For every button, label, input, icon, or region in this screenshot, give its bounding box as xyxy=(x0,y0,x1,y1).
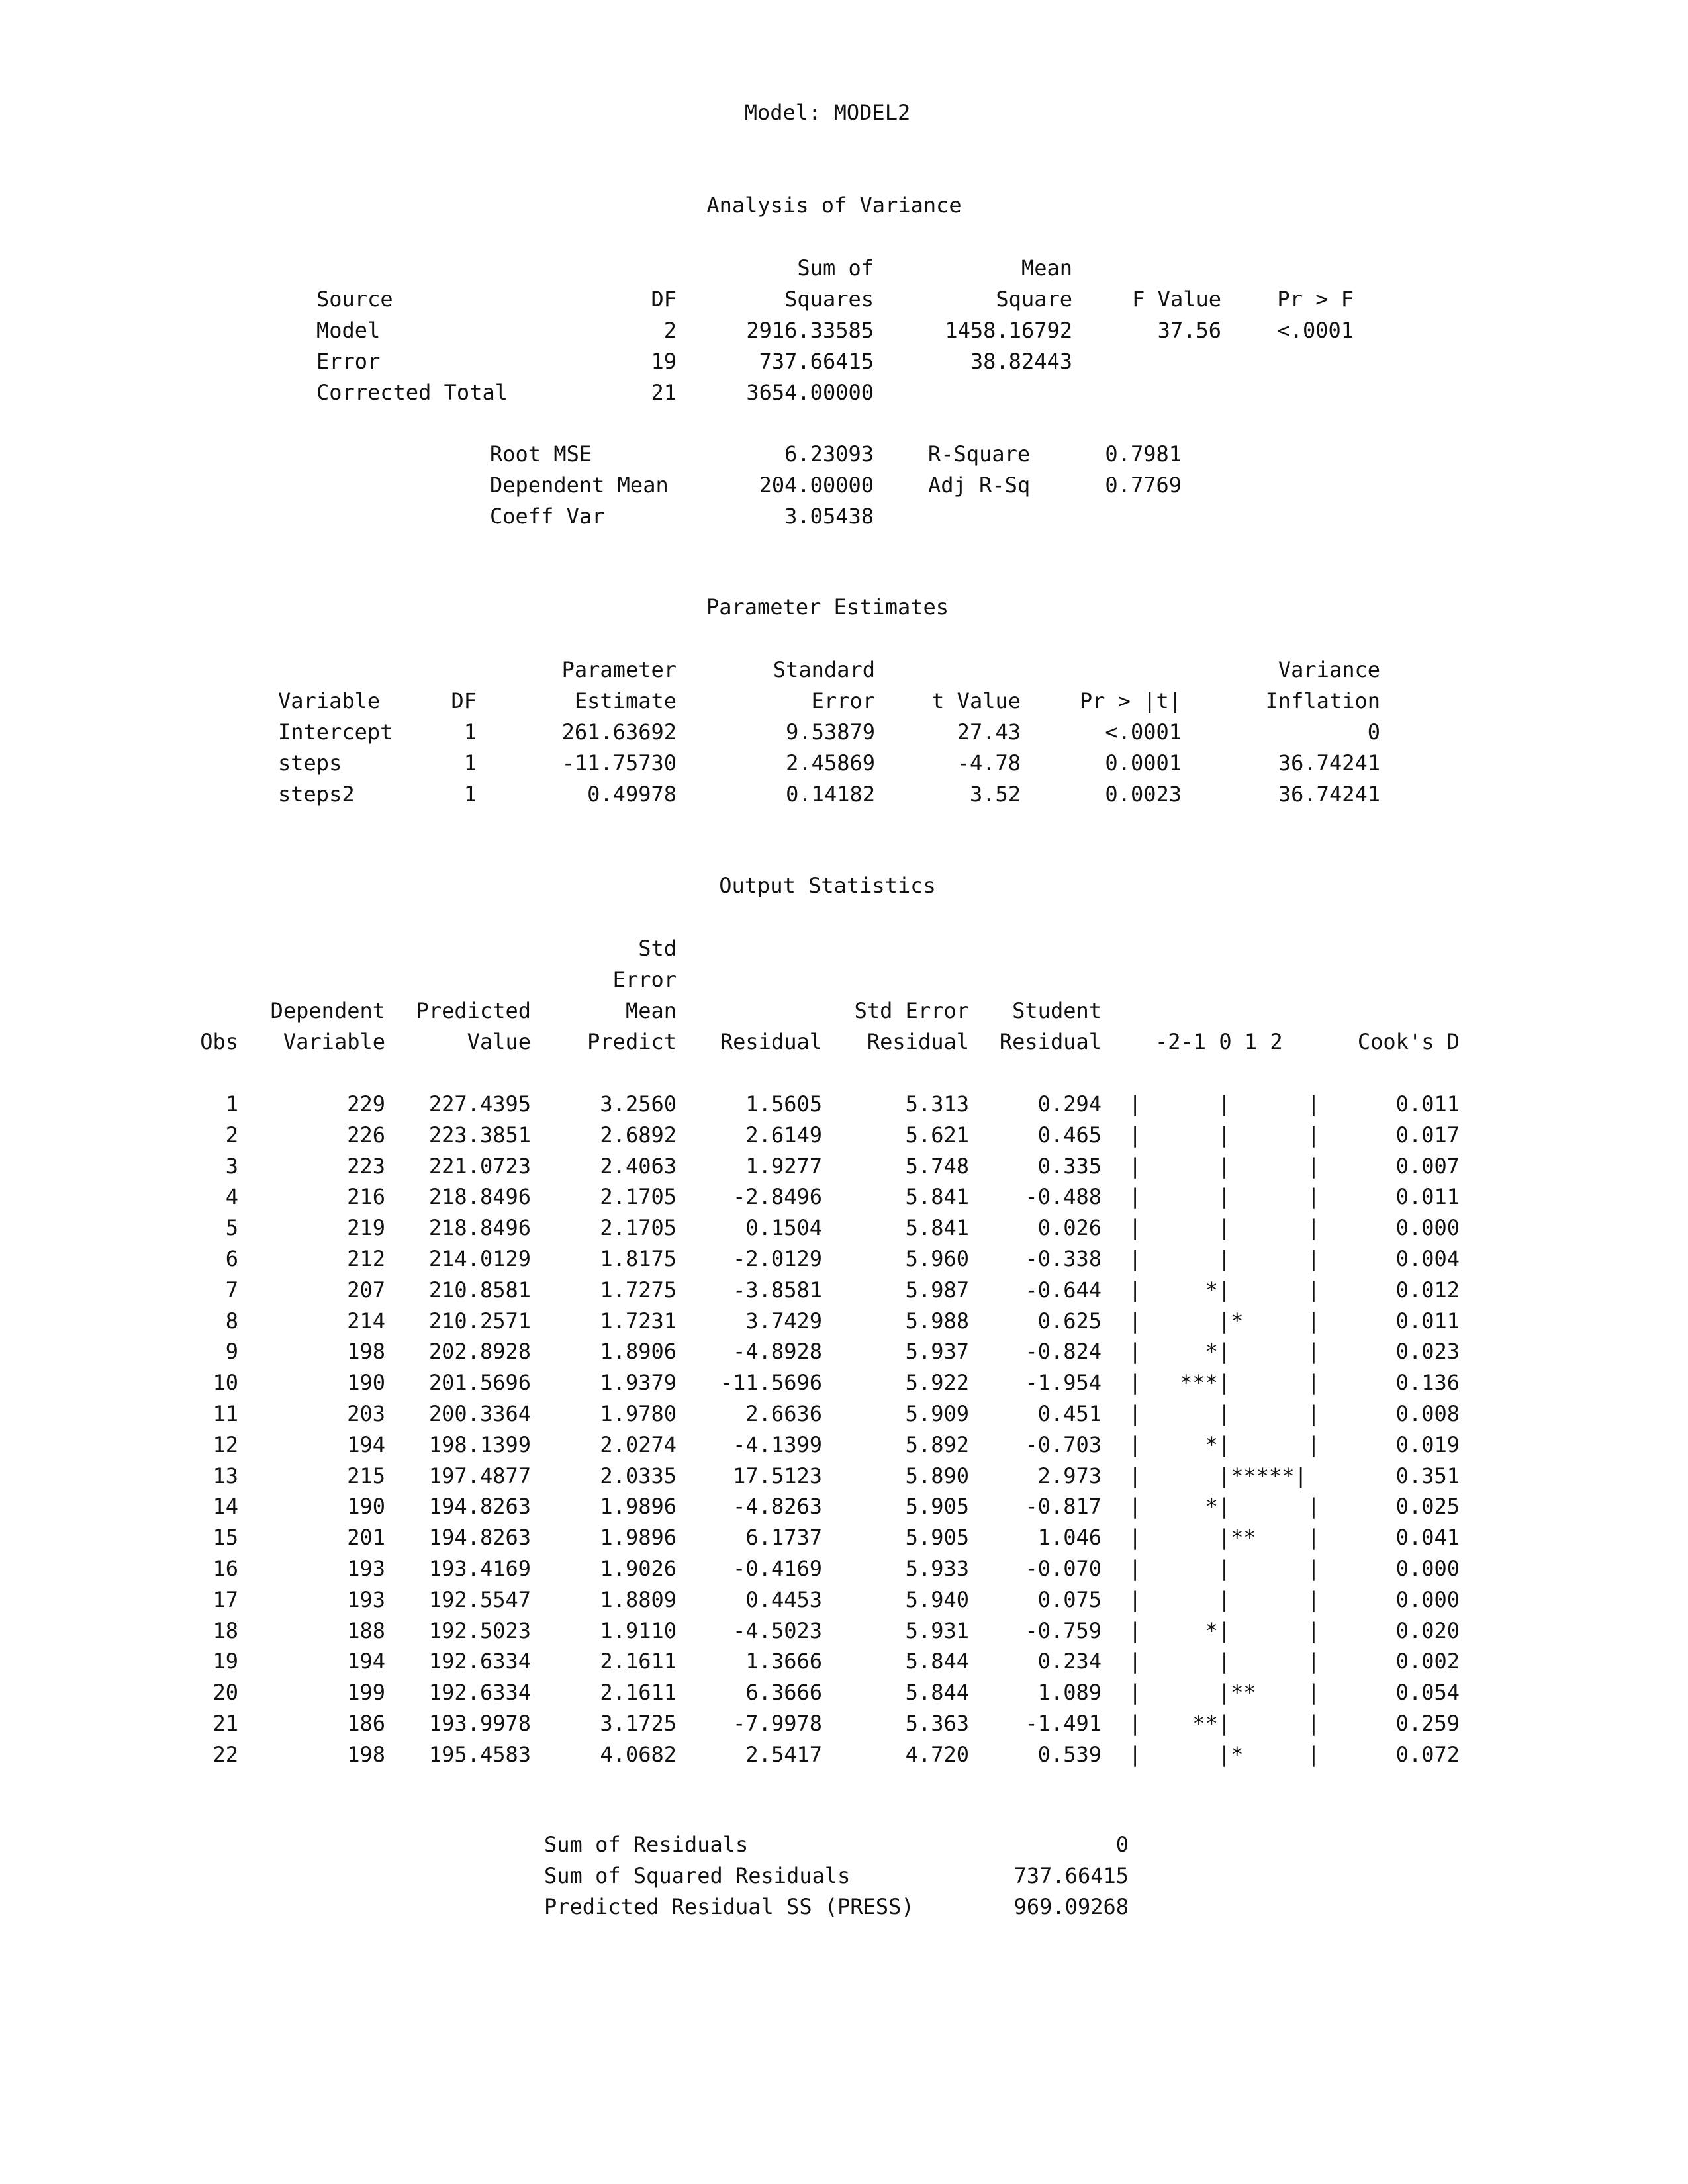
cooks-d-cell: 0.041 xyxy=(1395,1525,1460,1550)
params-header-inflation: Inflation xyxy=(1265,688,1380,713)
std-error-residual-cell: 5.940 xyxy=(905,1587,969,1612)
dependent-cell: 223 xyxy=(347,1154,385,1179)
hdr-residual: Residual xyxy=(720,1029,822,1054)
hdr-scale: -2-1 0 1 2 xyxy=(1155,1029,1283,1054)
params-header-error: Error xyxy=(811,688,875,713)
dependent-cell: 193 xyxy=(347,1556,385,1581)
anova-ss: 737.66415 xyxy=(759,349,874,374)
residual-plot-cell: | *| | xyxy=(1129,1618,1320,1643)
dependent-cell: 226 xyxy=(347,1122,385,1148)
dependent-cell: 193 xyxy=(347,1587,385,1612)
residual-plot-cell: | *| | xyxy=(1129,1432,1320,1457)
params-header-df: DF xyxy=(451,688,477,713)
std-error-residual-cell: 5.841 xyxy=(905,1184,969,1209)
residual-plot-cell: | | | xyxy=(1129,1122,1320,1148)
residual-cell: -2.8496 xyxy=(733,1184,822,1209)
student-residual-cell: -0.070 xyxy=(1025,1556,1102,1581)
std-error-residual-cell: 5.844 xyxy=(905,1680,969,1705)
std-error-mean-cell: 1.7275 xyxy=(600,1277,677,1302)
obs-cell: 20 xyxy=(212,1680,238,1705)
obs-cell: 22 xyxy=(212,1742,238,1767)
std-error-residual-cell: 5.748 xyxy=(905,1154,969,1179)
residual-plot-cell: | ***| | xyxy=(1129,1370,1320,1395)
cooks-d-cell: 0.011 xyxy=(1395,1184,1460,1209)
student-residual-cell: -1.491 xyxy=(1025,1711,1102,1736)
cooks-d-cell: 0.011 xyxy=(1395,1308,1460,1334)
residual-plot-cell: | | | xyxy=(1129,1649,1320,1674)
fit-value: 6.23093 xyxy=(784,441,874,467)
residual-plot-cell: | |** | xyxy=(1129,1525,1320,1550)
hdr-obs: Obs xyxy=(200,1029,238,1054)
std-error-mean-cell: 1.9026 xyxy=(600,1556,677,1581)
residual-cell: -4.1399 xyxy=(733,1432,822,1457)
cooks-d-cell: 0.000 xyxy=(1395,1587,1460,1612)
dependent-cell: 199 xyxy=(347,1680,385,1705)
predicted-cell: 210.8581 xyxy=(428,1277,531,1302)
student-residual-cell: -0.644 xyxy=(1025,1277,1102,1302)
cooks-d-cell: 0.000 xyxy=(1395,1556,1460,1581)
std-error-residual-cell: 5.621 xyxy=(905,1122,969,1148)
std-error-mean-cell: 1.9780 xyxy=(600,1401,677,1426)
hdr-std: Std xyxy=(638,936,677,961)
predicted-cell: 210.2571 xyxy=(428,1308,531,1334)
predicted-cell: 221.0723 xyxy=(428,1154,531,1179)
student-residual-cell: 0.075 xyxy=(1037,1587,1102,1612)
residual-cell: 6.3666 xyxy=(745,1680,822,1705)
student-residual-cell: 0.451 xyxy=(1037,1401,1102,1426)
student-residual-cell: 0.335 xyxy=(1037,1154,1102,1179)
predicted-cell: 227.4395 xyxy=(428,1091,531,1116)
obs-cell: 8 xyxy=(225,1308,238,1334)
obs-cell: 1 xyxy=(225,1091,238,1116)
dependent-cell: 207 xyxy=(347,1277,385,1302)
predicted-cell: 193.9978 xyxy=(428,1711,531,1736)
obs-cell: 3 xyxy=(225,1154,238,1179)
std-error-mean-cell: 1.9896 xyxy=(600,1525,677,1550)
cooks-d-cell: 0.136 xyxy=(1395,1370,1460,1395)
obs-cell: 6 xyxy=(225,1246,238,1271)
residual-cell: -3.8581 xyxy=(733,1277,822,1302)
predicted-cell: 200.3364 xyxy=(428,1401,531,1426)
residual-plot-cell: | | | xyxy=(1129,1401,1320,1426)
obs-cell: 14 xyxy=(212,1494,238,1519)
predicted-cell: 201.5696 xyxy=(428,1370,531,1395)
fit-label-2: Adj R-Sq xyxy=(928,473,1031,498)
residual-cell: 1.3666 xyxy=(745,1649,822,1674)
anova-title: Analysis of Variance xyxy=(706,193,962,218)
std-error-mean-cell: 4.0682 xyxy=(600,1742,677,1767)
cooks-d-cell: 0.012 xyxy=(1395,1277,1460,1302)
hdr-residual-student: Residual xyxy=(999,1029,1102,1054)
std-error-mean-cell: 1.9379 xyxy=(600,1370,677,1395)
std-error-residual-cell: 5.933 xyxy=(905,1556,969,1581)
cooks-d-cell: 0.054 xyxy=(1395,1680,1460,1705)
hdr-std-error: Std Error xyxy=(854,998,969,1023)
param-df: 1 xyxy=(463,751,477,776)
residual-plot-cell: | *| | xyxy=(1129,1339,1320,1364)
output-title: Output Statistics xyxy=(719,873,936,898)
hdr-student: Student xyxy=(1012,998,1102,1023)
predicted-cell: 197.4877 xyxy=(428,1463,531,1488)
std-error-mean-cell: 1.8906 xyxy=(600,1339,677,1364)
std-error-mean-cell: 3.1725 xyxy=(600,1711,677,1736)
predicted-cell: 198.1399 xyxy=(428,1432,531,1457)
params-header-t-value: t Value xyxy=(931,688,1021,713)
cooks-d-cell: 0.259 xyxy=(1395,1711,1460,1736)
anova-source: Model xyxy=(316,318,381,343)
anova-header-sum-of: Sum of xyxy=(797,255,874,281)
fit-label: Root MSE xyxy=(490,441,592,467)
param-se: 0.14182 xyxy=(786,782,875,807)
dependent-cell: 198 xyxy=(347,1339,385,1364)
dependent-cell: 229 xyxy=(347,1091,385,1116)
obs-cell: 9 xyxy=(225,1339,238,1364)
residual-cell: -2.0129 xyxy=(733,1246,822,1271)
predicted-cell: 195.4583 xyxy=(428,1742,531,1767)
hdr-predicted: Predicted xyxy=(416,998,531,1023)
std-error-mean-cell: 2.6892 xyxy=(600,1122,677,1148)
student-residual-cell: -0.703 xyxy=(1025,1432,1102,1457)
residual-plot-cell: | *| | xyxy=(1129,1277,1320,1302)
hdr-cooks-d: Cook's D xyxy=(1357,1029,1460,1054)
residual-cell: 2.6636 xyxy=(745,1401,822,1426)
hdr-value: Value xyxy=(467,1029,531,1054)
dependent-cell: 201 xyxy=(347,1525,385,1550)
std-error-residual-cell: 5.905 xyxy=(905,1494,969,1519)
param-estimate: -11.75730 xyxy=(561,751,677,776)
param-vif: 36.74241 xyxy=(1278,782,1380,807)
residual-cell: -4.5023 xyxy=(733,1618,822,1643)
params-header-standard: Standard xyxy=(773,657,875,682)
student-residual-cell: 0.539 xyxy=(1037,1742,1102,1767)
predicted-cell: 192.6334 xyxy=(428,1649,531,1674)
param-df: 1 xyxy=(463,719,477,745)
cooks-d-cell: 0.025 xyxy=(1395,1494,1460,1519)
dependent-cell: 194 xyxy=(347,1432,385,1457)
obs-cell: 13 xyxy=(212,1463,238,1488)
residual-plot-cell: | | | xyxy=(1129,1184,1320,1209)
residual-plot-cell: | |*****| xyxy=(1129,1463,1307,1488)
std-error-mean-cell: 2.1611 xyxy=(600,1649,677,1674)
std-error-residual-cell: 4.720 xyxy=(905,1742,969,1767)
param-p: 0.0023 xyxy=(1105,782,1182,807)
cooks-d-cell: 0.002 xyxy=(1395,1649,1460,1674)
hdr-error: Error xyxy=(612,967,677,992)
params-header-parameter: Parameter xyxy=(561,657,677,682)
residual-cell: -11.5696 xyxy=(720,1370,822,1395)
fit-value: 204.00000 xyxy=(759,473,874,498)
std-error-residual-cell: 5.987 xyxy=(905,1277,969,1302)
param-estimate: 0.49978 xyxy=(587,782,677,807)
anova-p: <.0001 xyxy=(1277,318,1354,343)
residual-plot-cell: | **| | xyxy=(1129,1711,1320,1736)
obs-cell: 21 xyxy=(212,1711,238,1736)
cooks-d-cell: 0.023 xyxy=(1395,1339,1460,1364)
dependent-cell: 186 xyxy=(347,1711,385,1736)
obs-cell: 7 xyxy=(225,1277,238,1302)
fit-value: 3.05438 xyxy=(784,504,874,529)
predicted-cell: 194.8263 xyxy=(428,1494,531,1519)
anova-header-df: DF xyxy=(651,287,677,312)
anova-df: 19 xyxy=(651,349,677,374)
dependent-cell: 190 xyxy=(347,1370,385,1395)
dependent-cell: 203 xyxy=(347,1401,385,1426)
param-variable: steps xyxy=(278,751,342,776)
anova-source: Error xyxy=(316,349,381,374)
param-p: <.0001 xyxy=(1105,719,1182,745)
dependent-cell: 212 xyxy=(347,1246,385,1271)
cooks-d-cell: 0.072 xyxy=(1395,1742,1460,1767)
residual-cell: 0.4453 xyxy=(745,1587,822,1612)
student-residual-cell: -0.824 xyxy=(1025,1339,1102,1364)
predicted-cell: 192.6334 xyxy=(428,1680,531,1705)
params-header-variance: Variance xyxy=(1278,657,1380,682)
dependent-cell: 214 xyxy=(347,1308,385,1334)
std-error-mean-cell: 2.4063 xyxy=(600,1154,677,1179)
std-error-residual-cell: 5.890 xyxy=(905,1463,969,1488)
cooks-d-cell: 0.004 xyxy=(1395,1246,1460,1271)
residual-plot-cell: | | | xyxy=(1129,1246,1320,1271)
cooks-d-cell: 0.019 xyxy=(1395,1432,1460,1457)
fit-value-2: 0.7769 xyxy=(1105,473,1182,498)
anova-df: 21 xyxy=(651,380,677,405)
summary-value: 969.09268 xyxy=(1013,1894,1129,1919)
std-error-residual-cell: 5.892 xyxy=(905,1432,969,1457)
student-residual-cell: -0.817 xyxy=(1025,1494,1102,1519)
fit-label-2: R-Square xyxy=(928,441,1031,467)
cooks-d-cell: 0.011 xyxy=(1395,1091,1460,1116)
dependent-cell: 198 xyxy=(347,1742,385,1767)
residual-plot-cell: | *| | xyxy=(1129,1494,1320,1519)
student-residual-cell: -1.954 xyxy=(1025,1370,1102,1395)
obs-cell: 4 xyxy=(225,1184,238,1209)
obs-cell: 19 xyxy=(212,1649,238,1674)
params-header-pr-t: Pr > |t| xyxy=(1079,688,1182,713)
predicted-cell: 193.4169 xyxy=(428,1556,531,1581)
predicted-cell: 192.5547 xyxy=(428,1587,531,1612)
param-df: 1 xyxy=(463,782,477,807)
student-residual-cell: 0.026 xyxy=(1037,1215,1102,1240)
std-error-residual-cell: 5.363 xyxy=(905,1711,969,1736)
student-residual-cell: 1.046 xyxy=(1037,1525,1102,1550)
std-error-mean-cell: 2.0335 xyxy=(600,1463,677,1488)
student-residual-cell: -0.338 xyxy=(1025,1246,1102,1271)
hdr-predict: Predict xyxy=(587,1029,677,1054)
dependent-cell: 219 xyxy=(347,1215,385,1240)
residual-plot-cell: | | | xyxy=(1129,1556,1320,1581)
std-error-residual-cell: 5.313 xyxy=(905,1091,969,1116)
student-residual-cell: 0.294 xyxy=(1037,1091,1102,1116)
param-t: 3.52 xyxy=(969,782,1021,807)
std-error-residual-cell: 5.909 xyxy=(905,1401,969,1426)
param-p: 0.0001 xyxy=(1105,751,1182,776)
obs-cell: 16 xyxy=(212,1556,238,1581)
obs-cell: 10 xyxy=(212,1370,238,1395)
predicted-cell: 192.5023 xyxy=(428,1618,531,1643)
cooks-d-cell: 0.017 xyxy=(1395,1122,1460,1148)
residual-plot-cell: | | | xyxy=(1129,1091,1320,1116)
obs-cell: 12 xyxy=(212,1432,238,1457)
param-variable: steps2 xyxy=(278,782,355,807)
params-title: Parameter Estimates xyxy=(706,594,949,619)
hdr-variable: Variable xyxy=(283,1029,385,1054)
residual-cell: 1.5605 xyxy=(745,1091,822,1116)
residual-cell: -7.9978 xyxy=(733,1711,822,1736)
obs-cell: 18 xyxy=(212,1618,238,1643)
anova-header-source: Source xyxy=(316,287,393,312)
cooks-d-cell: 0.008 xyxy=(1395,1401,1460,1426)
cooks-d-cell: 0.000 xyxy=(1395,1215,1460,1240)
model-title: Model: MODEL2 xyxy=(744,100,911,125)
std-error-mean-cell: 2.1705 xyxy=(600,1184,677,1209)
anova-ms: 38.82443 xyxy=(970,349,1072,374)
params-header-variable: Variable xyxy=(278,688,381,713)
std-error-residual-cell: 5.931 xyxy=(905,1618,969,1643)
predicted-cell: 194.8263 xyxy=(428,1525,531,1550)
dependent-cell: 216 xyxy=(347,1184,385,1209)
residual-cell: 0.1504 xyxy=(745,1215,822,1240)
residual-cell: -4.8263 xyxy=(733,1494,822,1519)
predicted-cell: 218.8496 xyxy=(428,1215,531,1240)
std-error-mean-cell: 3.2560 xyxy=(600,1091,677,1116)
predicted-cell: 202.8928 xyxy=(428,1339,531,1364)
std-error-residual-cell: 5.922 xyxy=(905,1370,969,1395)
hdr-residual-se: Residual xyxy=(867,1029,969,1054)
obs-cell: 17 xyxy=(212,1587,238,1612)
residual-plot-cell: | |** | xyxy=(1129,1680,1320,1705)
param-t: 27.43 xyxy=(957,719,1021,745)
residual-cell: 2.5417 xyxy=(745,1742,822,1767)
param-vif: 36.74241 xyxy=(1278,751,1380,776)
std-error-residual-cell: 5.905 xyxy=(905,1525,969,1550)
student-residual-cell: 1.089 xyxy=(1037,1680,1102,1705)
student-residual-cell: 0.234 xyxy=(1037,1649,1102,1674)
std-error-mean-cell: 2.0274 xyxy=(600,1432,677,1457)
summary-value: 737.66415 xyxy=(1013,1863,1129,1888)
dependent-cell: 190 xyxy=(347,1494,385,1519)
residual-plot-cell: | |* | xyxy=(1129,1308,1320,1334)
cooks-d-cell: 0.020 xyxy=(1395,1618,1460,1643)
dependent-cell: 194 xyxy=(347,1649,385,1674)
residual-plot-cell: | |* | xyxy=(1129,1742,1320,1767)
dependent-cell: 188 xyxy=(347,1618,385,1643)
std-error-residual-cell: 5.937 xyxy=(905,1339,969,1364)
param-se: 2.45869 xyxy=(786,751,875,776)
student-residual-cell: -0.488 xyxy=(1025,1184,1102,1209)
anova-ss: 3654.00000 xyxy=(746,380,874,405)
cooks-d-cell: 0.007 xyxy=(1395,1154,1460,1179)
fit-value-2: 0.7981 xyxy=(1105,441,1182,467)
param-variable: Intercept xyxy=(278,719,393,745)
anova-f: 37.56 xyxy=(1157,318,1221,343)
hdr-mean: Mean xyxy=(625,998,677,1023)
std-error-residual-cell: 5.841 xyxy=(905,1215,969,1240)
std-error-mean-cell: 2.1611 xyxy=(600,1680,677,1705)
residual-cell: -0.4169 xyxy=(733,1556,822,1581)
student-residual-cell: 0.465 xyxy=(1037,1122,1102,1148)
anova-header-pr-f: Pr > F xyxy=(1277,287,1354,312)
std-error-mean-cell: 1.9896 xyxy=(600,1494,677,1519)
student-residual-cell: 0.625 xyxy=(1037,1308,1102,1334)
predicted-cell: 218.8496 xyxy=(428,1184,531,1209)
param-vif: 0 xyxy=(1367,719,1380,745)
fit-label: Coeff Var xyxy=(490,504,605,529)
predicted-cell: 214.0129 xyxy=(428,1246,531,1271)
residual-cell: -4.8928 xyxy=(733,1339,822,1364)
summary-label: Predicted Residual SS (PRESS) xyxy=(544,1894,914,1919)
obs-cell: 5 xyxy=(225,1215,238,1240)
hdr-dependent: Dependent xyxy=(270,998,385,1023)
predicted-cell: 223.3851 xyxy=(428,1122,531,1148)
std-error-residual-cell: 5.844 xyxy=(905,1649,969,1674)
residual-cell: 2.6149 xyxy=(745,1122,822,1148)
std-error-mean-cell: 1.7231 xyxy=(600,1308,677,1334)
residual-cell: 1.9277 xyxy=(745,1154,822,1179)
fit-label: Dependent Mean xyxy=(490,473,669,498)
obs-cell: 2 xyxy=(225,1122,238,1148)
std-error-mean-cell: 2.1705 xyxy=(600,1215,677,1240)
param-estimate: 261.63692 xyxy=(561,719,677,745)
anova-df: 2 xyxy=(663,318,677,343)
param-se: 9.53879 xyxy=(786,719,875,745)
summary-label: Sum of Residuals xyxy=(544,1832,749,1857)
std-error-residual-cell: 5.988 xyxy=(905,1308,969,1334)
anova-ss: 2916.33585 xyxy=(746,318,874,343)
anova-header-squares: Squares xyxy=(784,287,874,312)
anova-header-f-value: F Value xyxy=(1132,287,1221,312)
residual-plot-cell: | | | xyxy=(1129,1215,1320,1240)
anova-header-mean: Mean xyxy=(1021,255,1072,281)
residual-cell: 6.1737 xyxy=(745,1525,822,1550)
std-error-residual-cell: 5.960 xyxy=(905,1246,969,1271)
std-error-mean-cell: 1.8809 xyxy=(600,1587,677,1612)
anova-source: Corrected Total xyxy=(316,380,508,405)
std-error-mean-cell: 1.8175 xyxy=(600,1246,677,1271)
params-header-estimate: Estimate xyxy=(574,688,677,713)
std-error-mean-cell: 1.9110 xyxy=(600,1618,677,1643)
anova-ms: 1458.16792 xyxy=(945,318,1072,343)
residual-plot-cell: | | | xyxy=(1129,1154,1320,1179)
residual-cell: 17.5123 xyxy=(733,1463,822,1488)
summary-value: 0 xyxy=(1115,1832,1129,1857)
obs-cell: 11 xyxy=(212,1401,238,1426)
dependent-cell: 215 xyxy=(347,1463,385,1488)
residual-cell: 3.7429 xyxy=(745,1308,822,1334)
cooks-d-cell: 0.351 xyxy=(1395,1463,1460,1488)
obs-cell: 15 xyxy=(212,1525,238,1550)
residual-plot-cell: | | | xyxy=(1129,1587,1320,1612)
student-residual-cell: 2.973 xyxy=(1037,1463,1102,1488)
param-t: -4.78 xyxy=(957,751,1021,776)
summary-label: Sum of Squared Residuals xyxy=(544,1863,851,1888)
student-residual-cell: -0.759 xyxy=(1025,1618,1102,1643)
anova-header-square: Square xyxy=(996,287,1072,312)
